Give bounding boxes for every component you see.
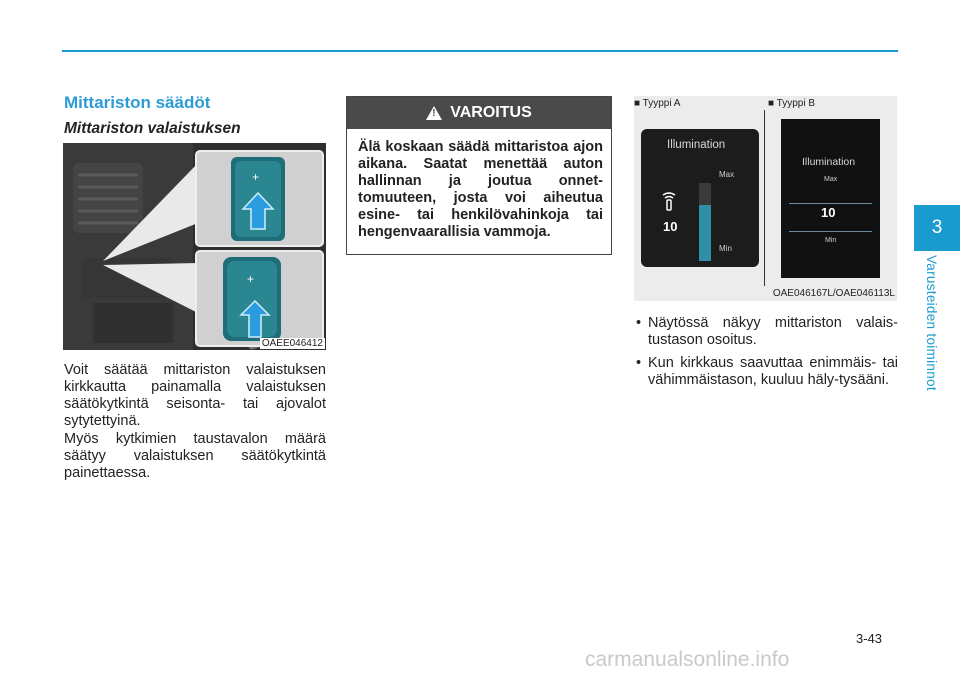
panel-a-max: Max bbox=[719, 170, 735, 179]
panel-b-value: 10 bbox=[821, 205, 836, 220]
type-a-label: ■ Tyyppi A bbox=[634, 98, 681, 109]
warning-text: Älä koskaan säädä mittaristoa ajon aikana. Saatat menettää auton hallinnan ja joutua onnet-tomuuteen, josta voi aiheutua esine- tai henkilövahinkoja tai hengenvaarallisia vammoja. bbox=[358, 139, 603, 240]
warning-triangle-icon: ! bbox=[426, 106, 442, 120]
warning-box bbox=[346, 96, 612, 255]
bullet-item: • Kun kirkkaus saavuttaa enimmäis- tai vähimmäistason, kuuluu häly-tysääni. bbox=[636, 355, 898, 389]
illumination-display-b bbox=[781, 119, 880, 278]
dashboard-photo bbox=[63, 143, 326, 350]
chapter-label: Varusteiden toiminnot bbox=[924, 255, 939, 391]
warning-title: VAROITUS bbox=[450, 104, 532, 121]
photo-code: OAEE046412 bbox=[261, 338, 323, 349]
chapter-number: 3 bbox=[931, 217, 943, 238]
subsection-title: Mittariston valaistuksen bbox=[64, 120, 241, 137]
figure-divider bbox=[764, 110, 765, 286]
brightness-icon bbox=[659, 191, 679, 213]
panel-b-line-2 bbox=[789, 231, 872, 232]
bullet-item: • Näytössä näkyy mittariston valais-tustason osoitus. bbox=[636, 315, 898, 349]
panel-a-value: 10 bbox=[663, 219, 678, 234]
illumination-figure bbox=[634, 96, 897, 301]
section-title: Mittariston säädöt bbox=[64, 93, 211, 112]
figure-code: OAE046167L/OAE046113L bbox=[772, 288, 895, 299]
level-bar-track bbox=[699, 183, 711, 261]
info-bullets bbox=[636, 315, 898, 395]
dashboard-illustration bbox=[63, 143, 326, 350]
type-b-label: ■ Tyyppi B bbox=[768, 98, 815, 109]
panel-b-min: Min bbox=[825, 237, 837, 244]
svg-text:+: + bbox=[247, 272, 255, 286]
top-rule bbox=[62, 50, 898, 52]
panel-a-min: Min bbox=[719, 244, 732, 253]
chapter-tab bbox=[914, 205, 960, 251]
svg-text:+: + bbox=[252, 170, 260, 184]
panel-b-max: Max bbox=[824, 176, 838, 183]
chapter-side-label bbox=[924, 255, 946, 400]
panel-b-title: Illumination bbox=[802, 156, 856, 168]
page-number: 3-43 bbox=[856, 631, 883, 646]
watermark: carmanualsonline.info bbox=[585, 648, 790, 671]
paragraph-switch-backlight: Myös kytkimien taustavalon määrä säätyy valaistuksen säätökytkintä painettaessa. bbox=[64, 431, 326, 481]
warning-header bbox=[347, 97, 611, 129]
panel-b-line bbox=[789, 203, 872, 204]
illumination-display-a bbox=[641, 129, 759, 267]
level-bar-fill bbox=[699, 205, 711, 261]
paragraph-adjust: Voit säätää mittariston valaistuksen kirkkautta painamalla valaistuksen säätökytkintä seisonta- tai ajovalot sytytettyinä. bbox=[64, 362, 326, 429]
panel-a-title: Illumination bbox=[667, 139, 726, 151]
